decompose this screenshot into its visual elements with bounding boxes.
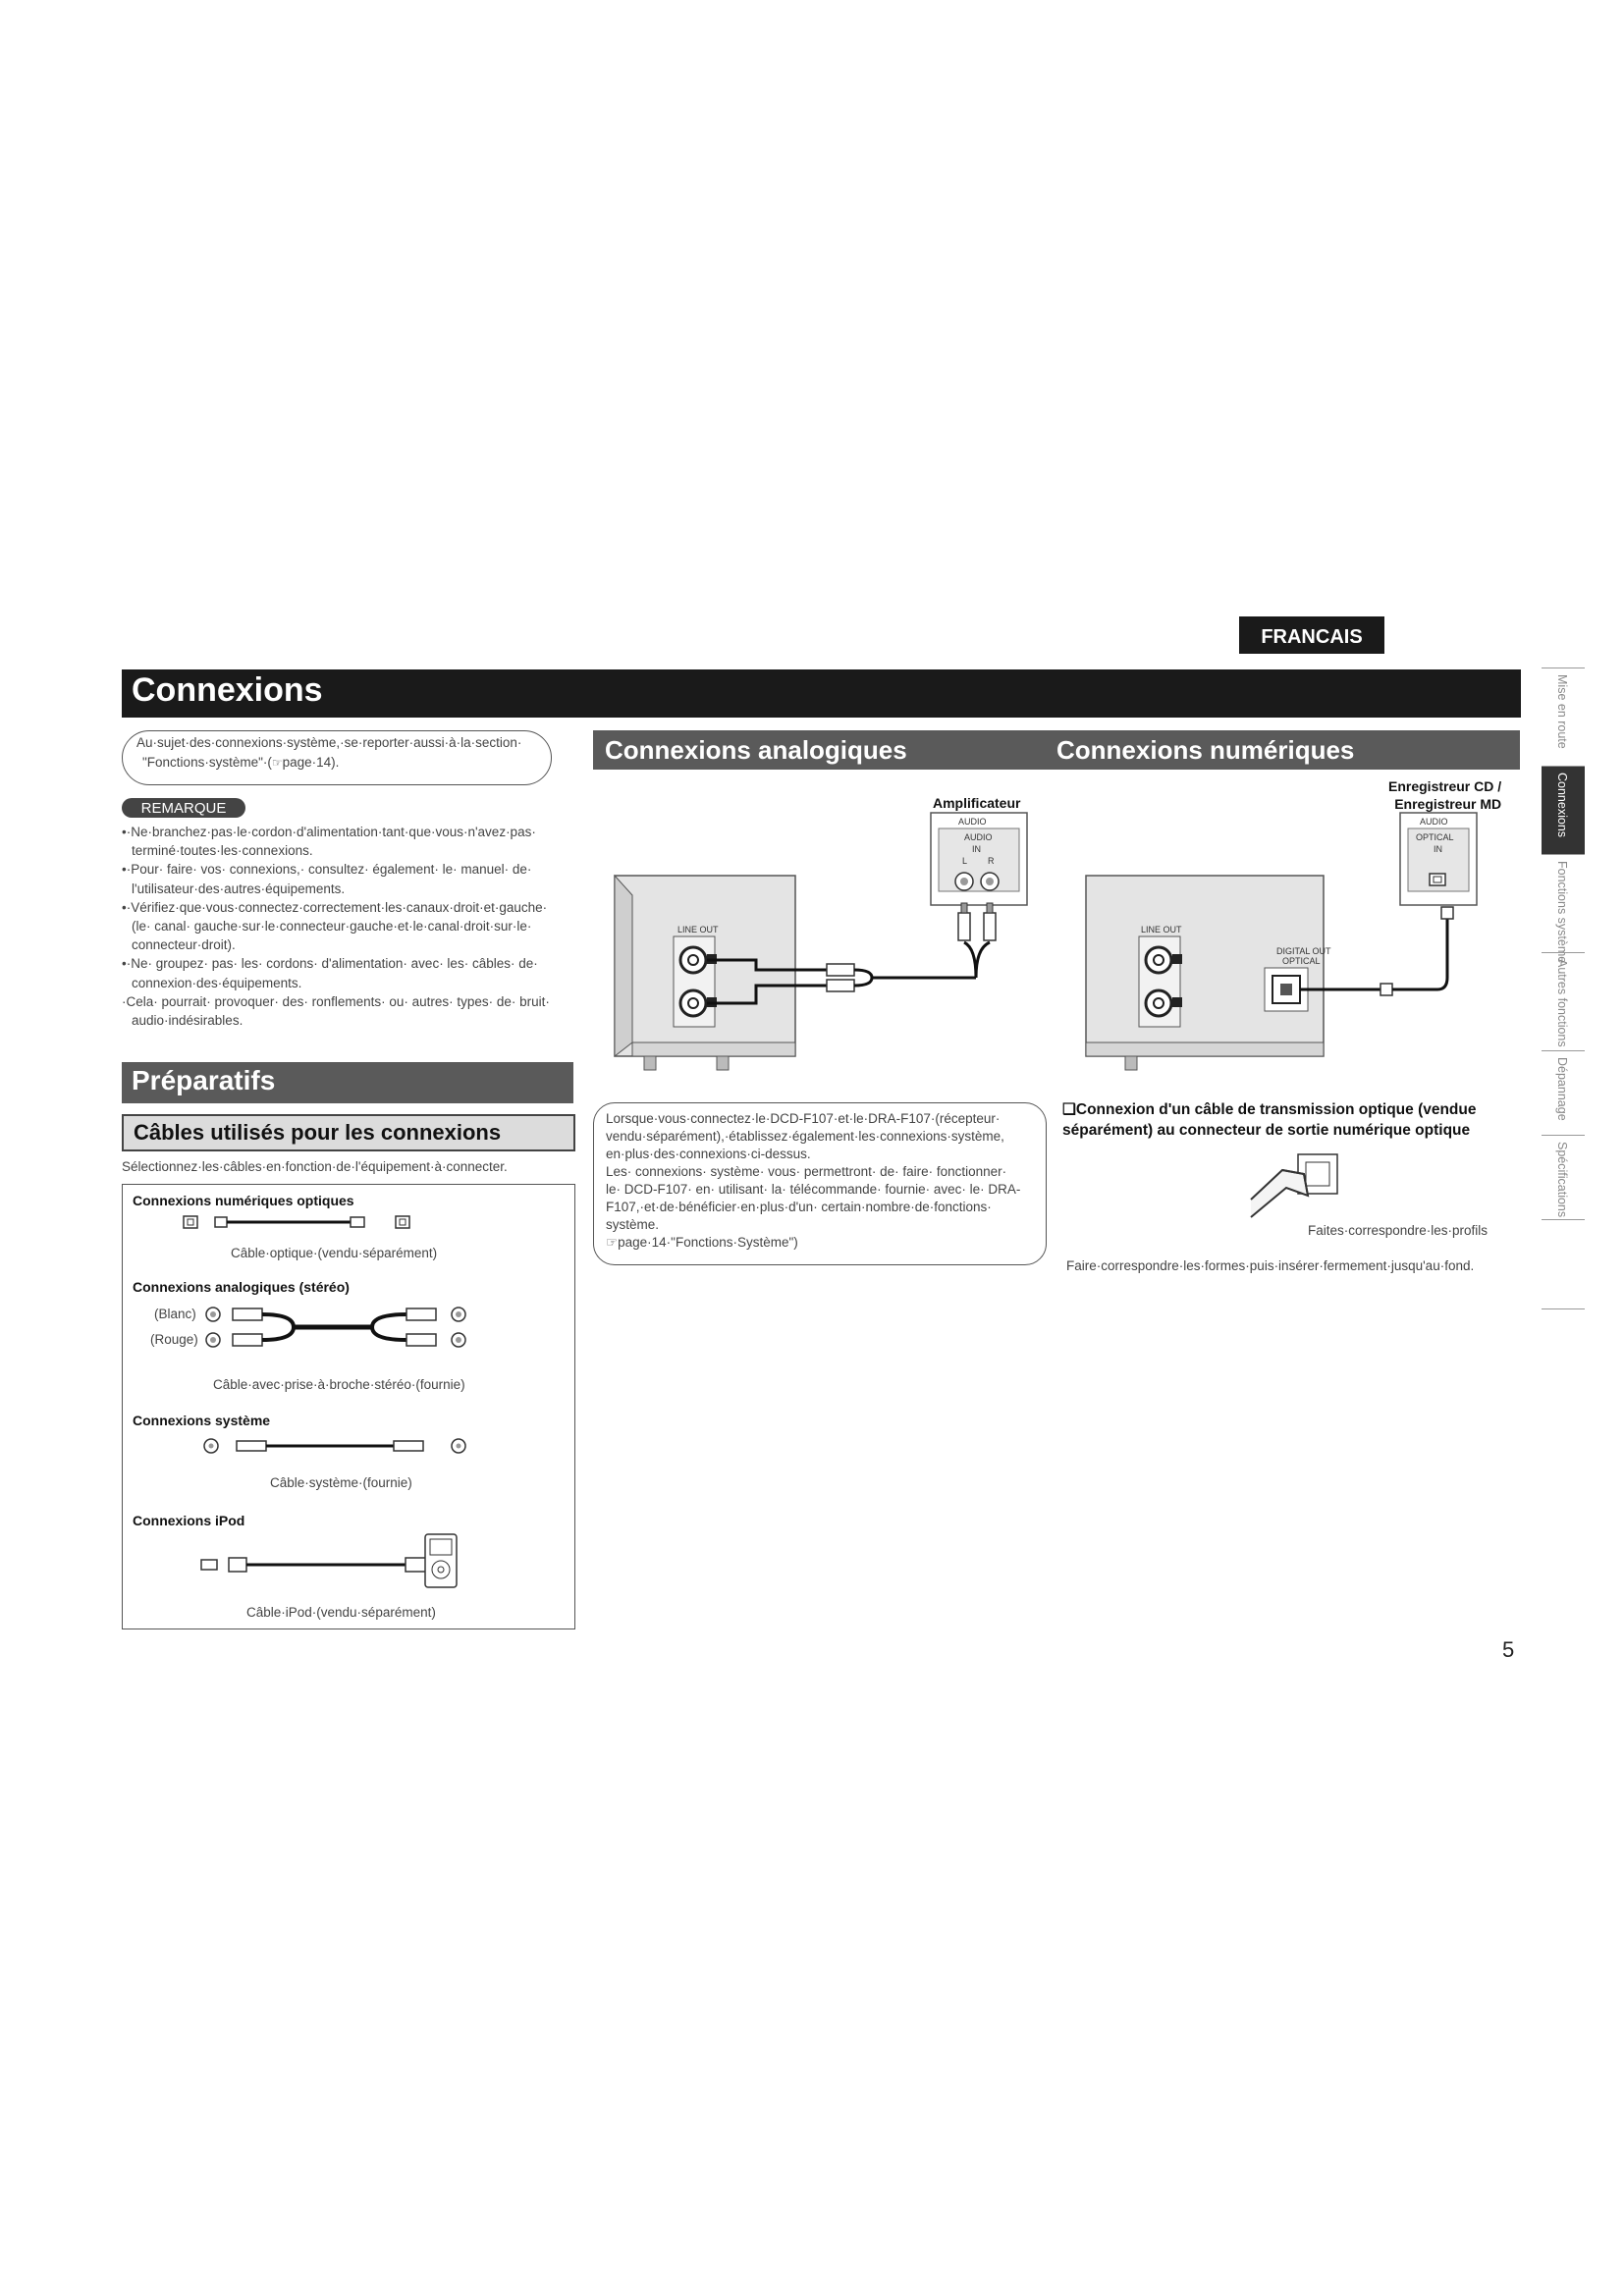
recorder-label [1388, 777, 1501, 813]
amp-audio-group: AUDIO [958, 817, 987, 827]
optical-cable-illustration [182, 1212, 417, 1234]
side-tab-autres-fonctions[interactable]: Autres fonctions [1542, 952, 1585, 1051]
info-line: Lorsque·vous·connectez·le·DCD-F107·et·le·DRA-F107·(récepteur· [606, 1111, 1001, 1126]
remarque-line: ·Cela· pourrait· provoquer· des· ronflements· ou· autres· types· de· bruit· [122, 993, 550, 1009]
side-tab-empty [1542, 1219, 1585, 1309]
page-title-bar [122, 669, 1521, 713]
language-tab: FRANCAIS [1239, 616, 1384, 654]
cables-subtitle: Câbles utilisés pour les connexions [134, 1120, 502, 1145]
cable-caption-analog: Câble·avec·prise·à·broche·stéréo·(fournie) [213, 1377, 465, 1392]
system-info-box [593, 1102, 1047, 1265]
preparatifs-heading [122, 1062, 573, 1103]
remarque-line: l'utilisateur·des·autres·équipements. [132, 881, 346, 896]
title-rule [122, 713, 1521, 718]
remarque-line: terminé·toutes·les·connexions. [132, 843, 313, 859]
info-line: F107,·et·de·bénéficier·en·plus·d'un· certain·nombre·de·fonctions· [606, 1200, 992, 1214]
remarque-item [122, 992, 593, 1030]
remarque-line: •·Ne· groupez· pas· les· cordons· d'alimentation· avec· les· câbles· de· [122, 956, 538, 972]
info-ref [606, 1235, 798, 1251]
player-line-out: LINE OUT [677, 925, 719, 934]
cable-caption-ipod: Câble·iPod·(vendu·séparément) [246, 1605, 436, 1620]
note-line-2-end: page·14). [282, 755, 340, 770]
side-tab-specifications[interactable]: Spécifications [1542, 1135, 1585, 1220]
rec-in: IN [1434, 844, 1442, 854]
rec-player-line-out: LINE OUT [1141, 925, 1182, 934]
white-label: (Blanc) [154, 1307, 196, 1321]
cable-caption-optical: Câble·optique·(vendu·séparément) [231, 1246, 438, 1260]
remarque-item [122, 823, 593, 860]
amp-left: L [962, 856, 968, 866]
info-line: vendu·séparément),·établissez·également·les·connexions·système, [606, 1129, 1004, 1144]
amp-audio-in: AUDIO [964, 832, 993, 842]
match-shapes-text: Faire·correspondre·les·formes·puis·insérer·fermement·jusqu'au·fond. [1066, 1258, 1475, 1273]
remarque-line: •·Pour· faire· vos· connexions,· consultez· également· le· manuel· de· [122, 862, 532, 878]
digital-out-label: DIGITAL OUT [1276, 946, 1331, 956]
digital-diagram [1080, 811, 1522, 1078]
preparatifs-title: Préparatifs [132, 1065, 276, 1095]
optical-plug-illustration [1247, 1148, 1355, 1227]
side-tab-connexions[interactable]: Connexions [1542, 766, 1585, 855]
cable-caption-system: Câble·système·(fournie) [270, 1475, 412, 1490]
optical-heading-line-1: ❑Connexion d'un câble de transmission optique (vendue [1062, 1101, 1477, 1118]
info-ref-text: page·14·"Fonctions·Système") [618, 1235, 798, 1250]
remarque-item [122, 860, 593, 897]
match-profiles-text: Faites·correspondre·les·profils [1308, 1223, 1489, 1238]
info-line: le· DCD-F107· en· utilisant· la· télécommande· fournie· avec· le· DRA- [606, 1182, 1021, 1197]
side-tab-depannage[interactable]: Dépannage [1542, 1050, 1585, 1136]
red-label: (Rouge) [150, 1332, 198, 1347]
note-line-2-text: "Fonctions·système"·( [142, 755, 272, 770]
hand-ref-icon: ☞ [271, 756, 283, 770]
remarque-line: connexion·des·équipements. [132, 975, 302, 990]
amp-right: R [988, 856, 995, 866]
remarque-line: (le· canal· gauche·sur·le·connecteur·gauche·et·le·canal·droit·sur·le· [132, 919, 532, 934]
hand-ref-icon: ☞ [606, 1235, 619, 1250]
remarque-line: audio·indésirables. [132, 1013, 244, 1029]
page-title: Connexions [132, 671, 323, 709]
analog-title: Connexions analogiques [605, 735, 907, 765]
rec-audio-group: AUDIO [1420, 817, 1448, 827]
analog-diagram [609, 811, 1041, 1078]
cable-label-system: Connexions système [133, 1413, 271, 1428]
cable-label-ipod: Connexions iPod [133, 1513, 245, 1528]
cables-subheading [122, 1114, 575, 1151]
digital-heading [1045, 730, 1520, 770]
optical-connection-heading [1062, 1099, 1477, 1141]
note-line-1: Au·sujet·des·connexions·système,·se·reporter·aussi·à·la·section· [136, 735, 522, 750]
remarque-line: connecteur·droit). [132, 937, 236, 953]
info-line: Les· connexions· système· vous· permettront· de· faire· fonctionner· [606, 1164, 1007, 1179]
side-tab-nav [1542, 667, 1585, 1335]
digital-out-optical: OPTICAL [1282, 956, 1321, 966]
remarque-item [122, 898, 593, 955]
info-line: en·plus·des·connexions·ci-dessus. [606, 1147, 811, 1161]
cable-label-analog: Connexions analogiques (stéréo) [133, 1279, 350, 1295]
amplifier-label: Amplificateur [933, 795, 1021, 811]
system-note-box [122, 730, 552, 785]
remarque-badge: REMARQUE [122, 798, 245, 818]
rec-optical: OPTICAL [1416, 832, 1454, 842]
remarque-line: •·Vérifiez·que·vous·connectez·correctement·les·canaux·droit·et·gauche· [122, 899, 548, 915]
digital-title: Connexions numériques [1056, 735, 1355, 765]
remarque-list [122, 823, 593, 1030]
system-cable-illustration [201, 1434, 496, 1458]
remarque-item [122, 954, 593, 991]
side-tab-mise-en-route[interactable]: Mise en route [1542, 667, 1585, 767]
remarque-line: •·Ne·branchez·pas·le·cordon·d'alimentation·tant·que·vous·n'avez·pas· [122, 825, 536, 839]
cables-box [122, 1184, 575, 1629]
recorder-label-1: Enregistreur CD / [1388, 778, 1502, 794]
optical-heading-line-2: séparément) au connecteur de sortie numérique optique [1062, 1122, 1471, 1139]
ipod-cable-illustration [197, 1532, 512, 1591]
note-line-2 [142, 755, 339, 770]
rca-cable-illustration [205, 1303, 500, 1352]
page-number: 5 [1502, 1637, 1515, 1662]
recorder-label-2: Enregistreur MD [1394, 796, 1502, 812]
amp-in: IN [972, 844, 981, 854]
info-line: système. [606, 1217, 660, 1232]
cable-label-optical: Connexions numériques optiques [133, 1193, 354, 1208]
analog-heading [593, 730, 1045, 770]
cables-intro: Sélectionnez·les·câbles·en·fonction·de·l'équipement·à·connecter. [122, 1159, 508, 1174]
side-tab-fonctions-systeme[interactable]: Fonctions système [1542, 854, 1585, 953]
